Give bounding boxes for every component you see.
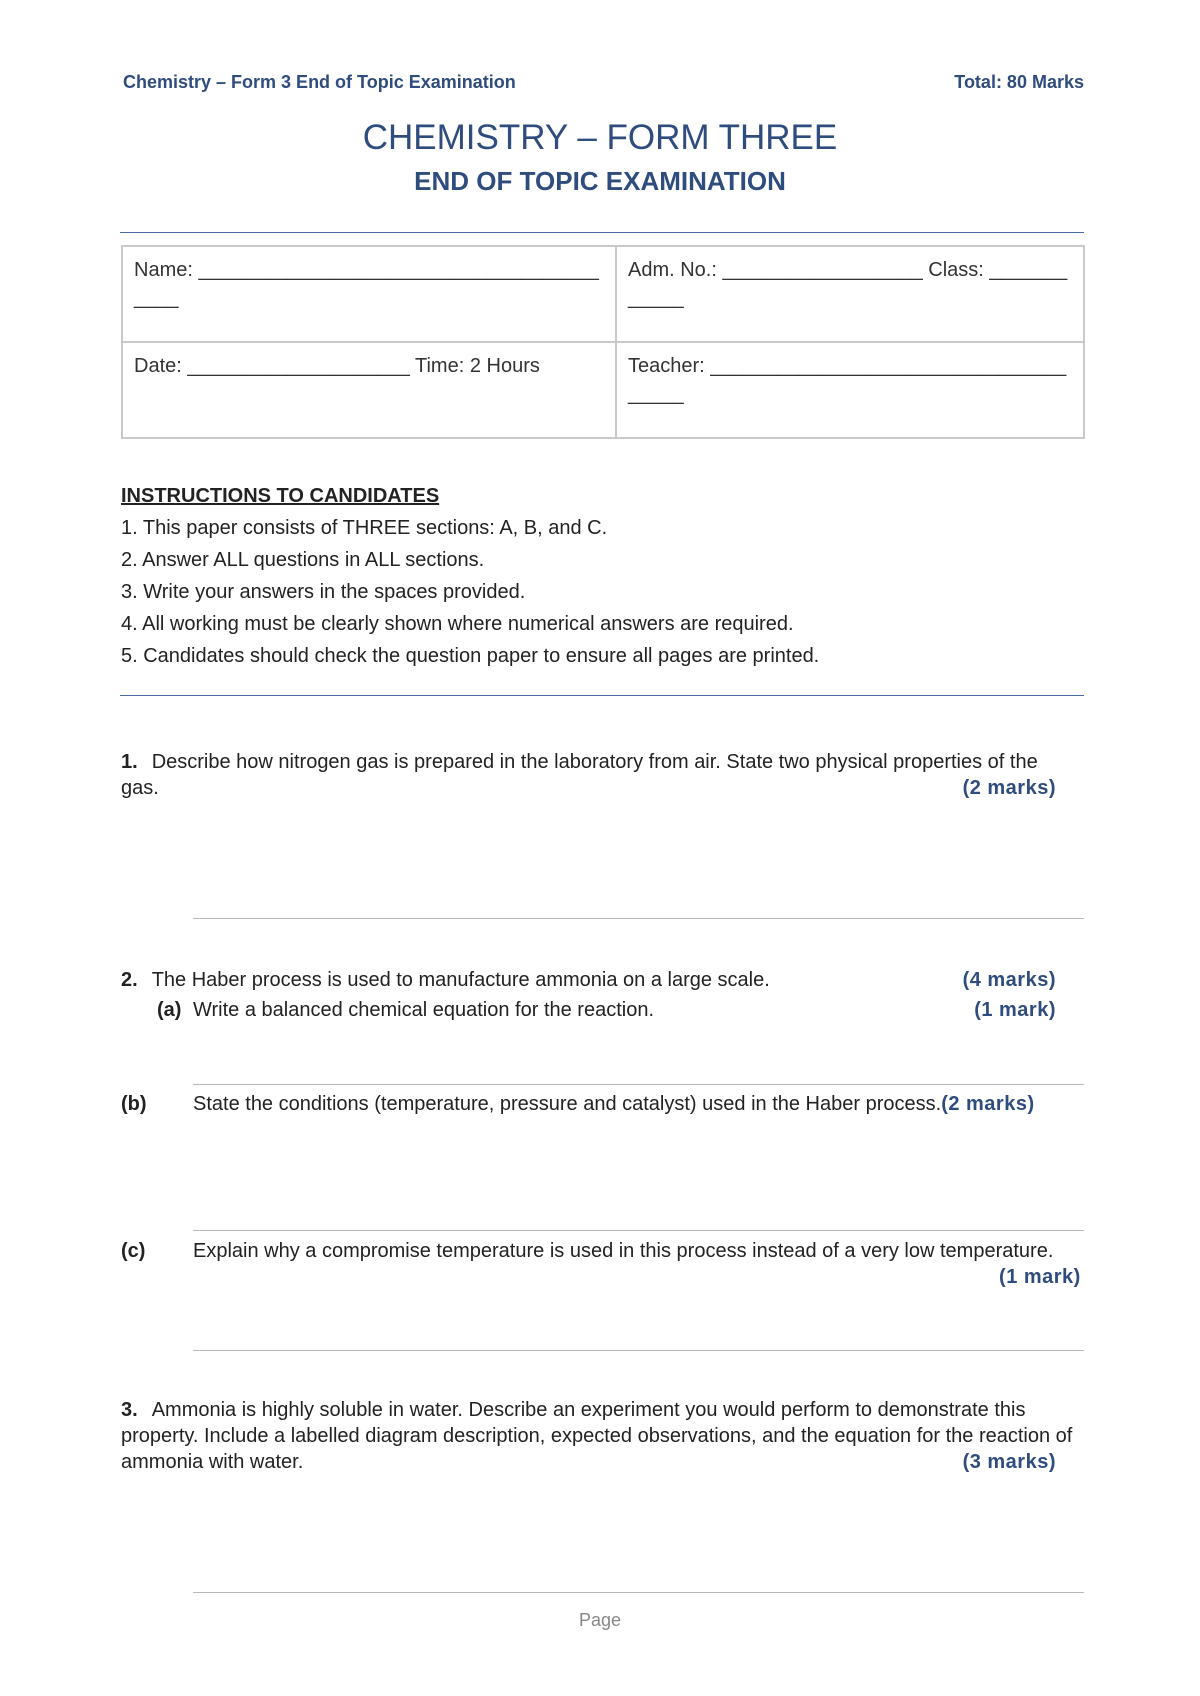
question-marks: (2 marks) bbox=[962, 777, 1056, 799]
answer-line[interactable] bbox=[193, 1230, 1084, 1231]
question-2 bbox=[121, 967, 1056, 993]
page-title: CHEMISTRY – FORM THREE bbox=[362, 118, 838, 157]
question-marks: (3 marks) bbox=[962, 1451, 1056, 1473]
answer-line[interactable] bbox=[193, 1350, 1084, 1351]
subquestion-marks: (1 mark) bbox=[999, 1266, 1081, 1288]
instructions bbox=[121, 480, 819, 672]
subquestion-text: Write a balanced chemical equation for the reaction. bbox=[193, 999, 655, 1021]
answer-line[interactable] bbox=[193, 1084, 1084, 1085]
subquestion-marks: (1 mark) bbox=[974, 999, 1056, 1021]
instructions-heading: INSTRUCTIONS TO CANDIDATES bbox=[121, 485, 440, 507]
header-total-marks: Total: 80 Marks bbox=[954, 72, 1084, 92]
adm-class-field[interactable]: Adm. No.: __________________ Class: ____________ bbox=[616, 246, 1084, 342]
date-time-field[interactable]: Date: ____________________ Time: 2 Hours bbox=[122, 342, 616, 438]
subquestion-label: (a) bbox=[157, 999, 182, 1021]
name-field[interactable]: Name: ________________________________________ bbox=[122, 246, 616, 342]
question-2c bbox=[121, 1238, 1092, 1290]
question-text: The Haber process is used to manufacture ammonia on a large scale. bbox=[151, 969, 770, 991]
question-text: Ammonia is highly soluble in water. Describe an experiment you would perform to demonstrate this property. Include a labelled diagram description, expected observations, and the equation for the reaction of ammonia with water. bbox=[121, 1399, 1073, 1473]
question-number: 2. bbox=[121, 969, 138, 991]
question-number: 1. bbox=[121, 751, 138, 773]
question-marks: (4 marks) bbox=[962, 969, 1056, 991]
question-1 bbox=[121, 749, 1056, 801]
question-2a bbox=[157, 997, 1056, 1023]
teacher-field[interactable]: Teacher: _____________________________________ bbox=[616, 342, 1084, 438]
subquestion-marks: (2 marks) bbox=[941, 1093, 1035, 1115]
subquestion-label: (c) bbox=[121, 1240, 146, 1262]
question-text: Describe how nitrogen gas is prepared in the laboratory from air. State two physical properties of the gas. bbox=[121, 751, 1038, 799]
header-left: Chemistry – Form 3 End of Topic Examination bbox=[123, 72, 516, 92]
subquestion-text: Explain why a compromise temperature is used in this process instead of a very low temperature. bbox=[193, 1240, 1054, 1262]
answer-line[interactable] bbox=[193, 1592, 1084, 1593]
divider-top bbox=[120, 232, 1084, 233]
answer-line[interactable] bbox=[193, 918, 1084, 919]
subquestion-label: (b) bbox=[121, 1093, 147, 1115]
candidate-info-table bbox=[121, 245, 1085, 439]
instruction-item: 5. Candidates should check the question paper to ensure all pages are printed. bbox=[121, 645, 820, 667]
page-subtitle: END OF TOPIC EXAMINATION bbox=[414, 166, 786, 196]
instruction-item: 3. Write your answers in the spaces provided. bbox=[121, 581, 526, 603]
instruction-item: 1. This paper consists of THREE sections: A, B, and C. bbox=[121, 517, 608, 539]
instruction-item: 4. All working must be clearly shown where numerical answers are required. bbox=[121, 613, 794, 635]
divider-instructions bbox=[120, 695, 1084, 696]
subquestion-text: State the conditions (temperature, pressure and catalyst) used in the Haber process. bbox=[193, 1093, 942, 1115]
question-3 bbox=[121, 1397, 1084, 1475]
instruction-item: 2. Answer ALL questions in ALL sections. bbox=[121, 549, 485, 571]
page-footer: Page bbox=[578, 1610, 622, 1630]
question-2b bbox=[121, 1091, 1092, 1117]
question-number: 3. bbox=[121, 1399, 138, 1421]
